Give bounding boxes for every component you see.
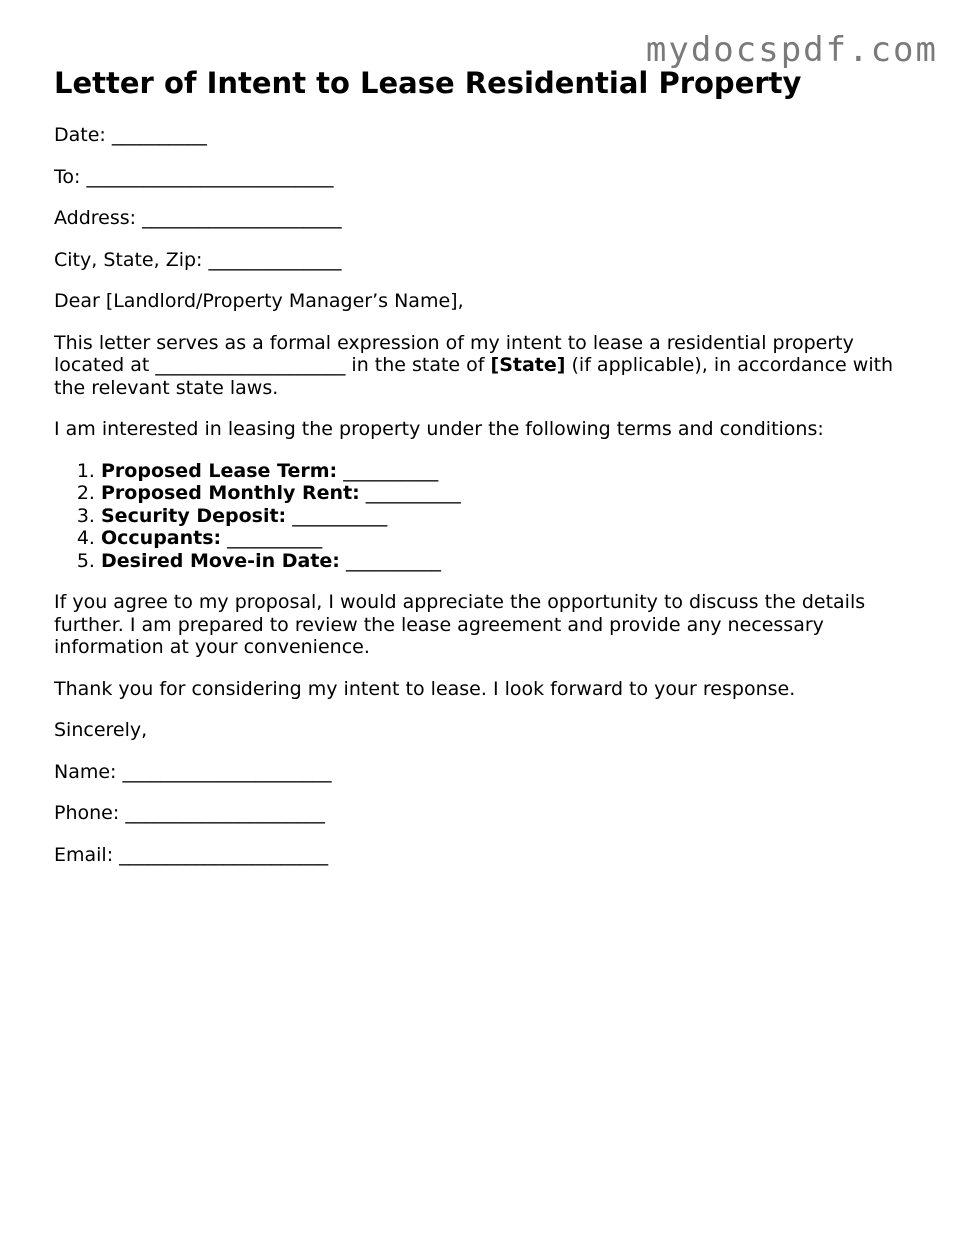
term-item-move-in-date <box>101 550 924 573</box>
email-field <box>54 844 924 867</box>
address-field <box>54 207 924 230</box>
watermark: mydocspdf.com <box>645 30 938 70</box>
letter-document <box>54 64 924 885</box>
term-item-monthly-rent <box>101 482 924 505</box>
term-blank: __________ <box>343 459 439 482</box>
email-blank: ______________________ <box>119 843 329 866</box>
city-state-zip-blank: ______________ <box>208 248 342 271</box>
email-label: Email: <box>54 843 114 866</box>
intro-text-3: (if applicable), in accordance with the relevant state laws. <box>54 354 894 399</box>
closing: Sincerely, <box>54 719 148 741</box>
term-label: Security Deposit: <box>101 504 287 527</box>
name-label: Name: <box>54 760 117 783</box>
term-blank: __________ <box>292 504 388 527</box>
page-title: Letter of Intent to Lease Residential Property <box>54 66 802 100</box>
to-label: To: <box>54 165 81 188</box>
term-item-security-deposit <box>101 505 924 528</box>
date-blank: __________ <box>111 124 207 146</box>
phone-field <box>54 802 924 825</box>
to-blank: __________________________ <box>86 165 334 188</box>
date-field <box>54 124 924 147</box>
terms-intro: I am interested in leasing the property under the following terms and conditions: <box>54 418 824 440</box>
term-blank: __________ <box>345 549 441 572</box>
name-blank: ______________________ <box>122 760 332 783</box>
term-label: Proposed Lease Term: <box>101 459 338 482</box>
thanks-paragraph: Thank you for considering my intent to lease. I look forward to your response. <box>54 677 796 700</box>
state-placeholder: [State] <box>490 354 566 376</box>
terms-list <box>54 460 924 573</box>
term-label: Occupants: <box>101 527 222 549</box>
phone-blank: _____________________ <box>125 802 325 824</box>
to-field <box>54 166 924 189</box>
address-label: Address: <box>54 207 137 229</box>
intro-text-2: in the state of <box>345 354 491 376</box>
name-field <box>54 761 924 784</box>
address-blank: _____________________ <box>142 207 342 229</box>
city-state-zip-label: City, State, Zip: <box>54 248 203 271</box>
term-label: Proposed Monthly Rent: <box>101 482 360 504</box>
term-blank: __________ <box>365 482 461 504</box>
term-item-lease-term <box>101 460 924 483</box>
intro-paragraph <box>54 332 924 400</box>
term-label: Desired Move-in Date: <box>101 549 340 572</box>
term-blank: __________ <box>227 527 323 549</box>
proposal-paragraph: If you agree to my proposal, I would appreciate the opportunity to discuss the details further. I am prepared to review the lease agreement and provide any necessary information at your convenience. <box>54 591 866 658</box>
term-item-occupants <box>101 527 924 550</box>
phone-label: Phone: <box>54 802 120 824</box>
date-label: Date: <box>54 124 106 146</box>
salutation: Dear [Landlord/Property Manager’s Name], <box>54 290 464 312</box>
city-state-zip-field <box>54 249 924 272</box>
intro-text-1: This letter serves as a formal expression of my intent to lease a residential property located at <box>54 331 854 376</box>
property-location-blank: ____________________ <box>155 354 346 376</box>
